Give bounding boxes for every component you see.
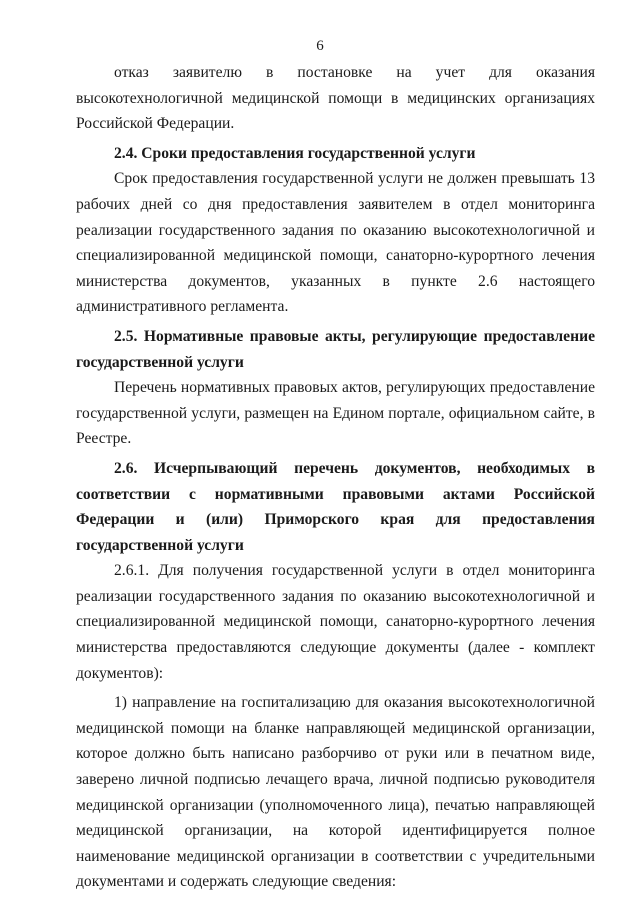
paragraph-legal-acts: Перечень нормативных правовых актов, регулирующих предоставление государственной услуги, размещен на Едином портале, официальном сайте, в Реестре.: [76, 379, 595, 448]
heading-2-6: 2.6. Исчерпывающий перечень документов, необходимых в соответствии с нормативными правовыми актами Российской Федерации и (или) Приморского края для предоставления государственной услуги: [76, 459, 595, 554]
paragraph-service-term: Срок предоставления государственной услуги не должен превышать 13 рабочих дней со дня предоставления заявителем в отдел мониторинга реализации государственного задания по оказанию высокотехнологичной и специализированной медицинской помощи, санаторно-курортного лечения министерства документов, указанных в пункте 2.6 настоящего административного регламента.: [76, 170, 595, 316]
heading-2-4: 2.4. Сроки предоставления государственной услуги: [114, 144, 476, 162]
document-body: [76, 60, 595, 895]
list-item-1: 1) направление на госпитализацию для оказания высокотехнологичной медицинской помощи на бланке направляющей медицинской организации, которое должно быть написано разборчиво от руки или в печатном виде, заверено личной подписью лечащего врача, личной подписью руководителя медицинской организации (уполномоченного лица), печатью направляющей медицинской организации, на которой идентифицируется полное наименование медицинской организации в соответствии с учредительными документами и содержать следующие сведения:: [76, 694, 595, 891]
paragraph-refusal: отказ заявителю в постановке на учет для оказания высокотехнологичной медицинской помощи в медицинских организациях Российской Федерации.: [76, 64, 595, 133]
paragraph-2-6-1: 2.6.1. Для получения государственной услуги в отдел мониторинга реализации государственного задания по оказанию высокотехнологичной и специализированной медицинской помощи, санаторно-курортного лечения министерства предоставляются следующие документы (далее - комплект документов):: [76, 562, 595, 682]
page-number: 6: [316, 38, 324, 54]
heading-2-5: 2.5. Нормативные правовые акты, регулирующие предоставление государственной услуги: [76, 327, 595, 371]
